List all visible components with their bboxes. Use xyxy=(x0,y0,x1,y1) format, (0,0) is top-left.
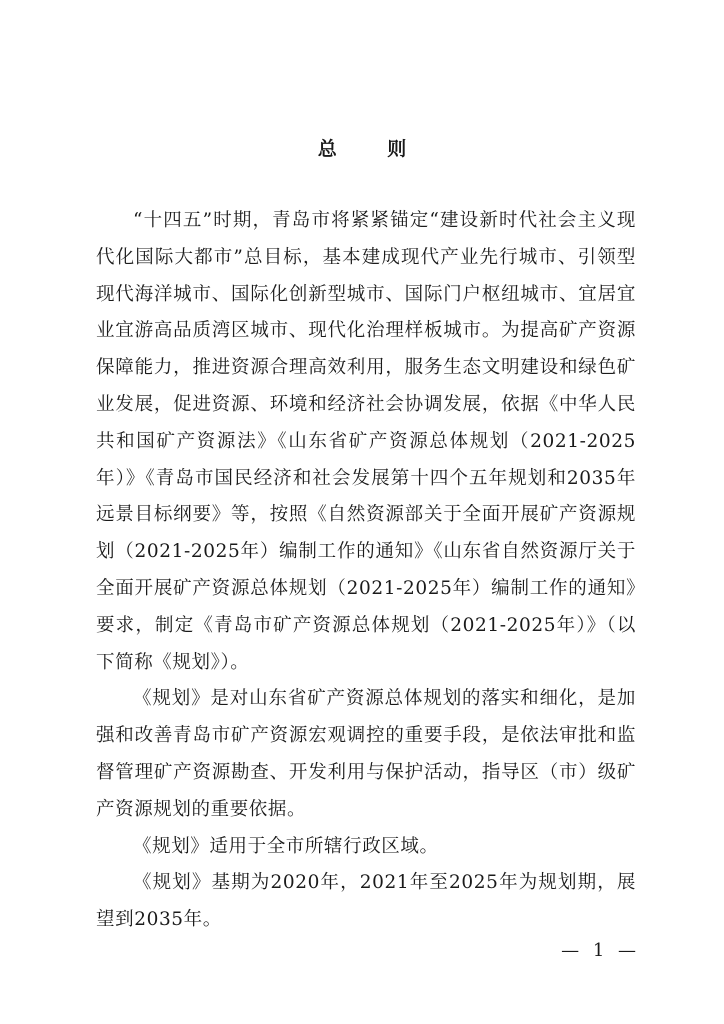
body-text xyxy=(96,203,636,939)
paragraph-background: “十四五”时期，青岛市将紧紧锚定“建设新时代社会主义现代化国际大都市”总目标，基本建成现代产业先行城市、引领型现代海洋城市、国际化创新型城市、国际门户枢纽城市、宜居宜业宜游高品质湾区城市、现代化治理样板城市。为提高矿产资源保障能力，推进资源合理高效利用，服务生态文明建设和绿色矿业发展，促进资源、环境和经济社会协调发展，依据《中华人民共和国矿产资源法》《山东省矿产资源总体规划（2021-2025年）》《青岛市国民经济和社会发展第十四个五年规划和2035年远景目标纲要》等，按照《自然资源部关于全面开展矿产资源规划（2021-2025年）编制工作的通知》《山东省自然资源厅关于全面开展矿产资源总体规划（2021-2025年）编制工作的通知》要求，制定《青岛市矿产资源总体规划（2021-2025年）》（以下简称《规划》）。 xyxy=(96,210,636,673)
paragraph-scope: 《规划》适用于全市所辖行政区域。 xyxy=(133,835,439,857)
paragraph-purpose: 《规划》是对山东省矿产资源总体规划的落实和细化，是加强和改善青岛市矿产资源宏观调控的重要手段，是依法审批和监督管理矿产资源勘查、开发利用与保护活动，指导区（市）级矿产资源规划的重要依据。 xyxy=(96,688,636,820)
paragraph-period: 《规划》基期为2020年，2021年至2025年为规划期，展望到2035年。 xyxy=(96,872,636,931)
section-title: 总 则 xyxy=(317,138,429,160)
page-number: — 1 — xyxy=(561,940,640,961)
